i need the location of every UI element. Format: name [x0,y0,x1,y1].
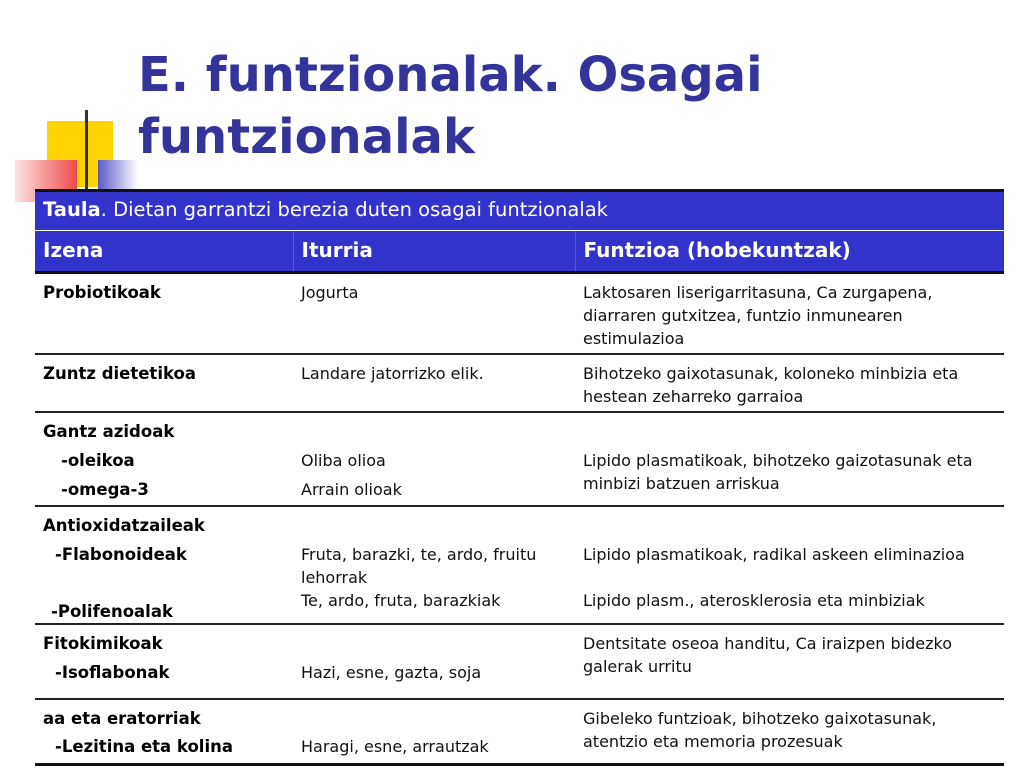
cell-name [35,506,293,624]
cell-name [35,699,293,764]
ingredient-name: aa eta eratorriak [43,709,201,728]
column-header-source: Iturria [293,230,575,272]
ingredient-name: Zuntz dietetikoa [43,364,196,383]
table-row [35,624,1004,699]
cell-function [575,272,1004,354]
ingredient-function: Laktosaren liserigarritasuna, Ca zurgapena, diarraren gutxitzea, funtzio inmunearen estimulazioa [583,282,933,348]
table-row [35,506,1004,624]
cell-function [575,699,1004,764]
table-row [35,354,1004,412]
ingredient-function: Dentsitate oseoa handitu, Ca iraizpen bidezko galerak urritu [583,634,953,676]
ingredient-source [301,420,567,449]
ingredient-name: Probiotikoak [43,282,161,302]
table-row [35,412,1004,506]
table-row [35,699,1004,764]
cell-function [575,412,1004,506]
table-header-row [35,230,1004,272]
ingredient-name: Fitokimikoak [43,634,163,653]
ingredient-source: Arrain olioak [301,480,402,499]
ingredient-subname: -Flabonoideak [55,545,187,564]
functional-ingredients-table [35,192,1004,766]
ingredient-function: Lipido plasm., aterosklerosia eta minbiziak [583,591,925,610]
cell-function [575,506,1004,624]
ingredient-function: Lipido plasmatikoak, radikal askeen eliminazioa [583,545,965,564]
ingredient-source: Landare jatorrizko elik. [301,364,484,383]
ingredient-source: Oliba olioa [301,451,386,470]
cell-source [293,272,575,354]
ingredient-source [301,707,567,735]
ingredient-source: Hazi, esne, gazta, soja [301,663,482,682]
slide-title: E. funtzionalak. Osagai funtzionalak [138,47,763,165]
cell-name [35,354,293,412]
ingredient-source [301,514,567,543]
decorative-vertical-line [85,110,88,192]
cell-name [35,272,293,354]
table-caption-row [35,192,1004,230]
ingredient-function: Gibeleko funtzioak, bihotzeko gaixotasunak, atentzio eta memoria prozesuak [583,709,937,751]
ingredient-subname: -Polifenoalak [51,602,173,621]
ingredient-name: Gantz azidoak [43,422,175,441]
cell-name [35,412,293,506]
decorative-blue-rectangle [98,160,138,190]
cell-name [35,624,293,699]
cell-source [293,624,575,699]
caption-text: . Dietan garrantzi berezia duten osagai funtzionalak [100,198,608,221]
caption-bold: Taula [43,198,101,221]
ingredient-function: Bihotzeko gaixotasunak, koloneko minbizia eta hestean zeharreko garraioa [583,364,959,406]
ingredient-source [301,632,567,661]
ingredient-subname: -Isoflabonak [55,663,170,682]
table-caption [35,192,1004,230]
ingredient-source: Haragi, esne, arrautzak [301,737,489,756]
ingredient-function: Lipido plasmatikoak, bihotzeko gaizotasunak eta minbizi batzuen arriskua [583,451,973,493]
cell-source [293,412,575,506]
cell-source [293,506,575,624]
ingredient-source: Te, ardo, fruta, barazkiak [301,591,501,610]
ingredient-subname: -oleikoa [61,451,135,470]
cell-source [293,699,575,764]
ingredient-source: Fruta, barazki, te, ardo, fruitu lehorrak [301,545,537,587]
ingredient-name: Antioxidatzaileak [43,516,205,535]
column-header-name: Izena [35,230,293,272]
ingredient-function [583,420,996,449]
ingredient-subname: -omega-3 [61,480,149,499]
cell-function [575,624,1004,699]
ingredient-source: Jogurta [301,282,359,302]
table-row [35,272,1004,354]
column-header-function: Funtzioa (hobekuntzak) [575,230,1004,272]
ingredient-function [583,514,996,543]
cell-source [293,354,575,412]
cell-function [575,354,1004,412]
ingredient-subname: -Lezitina eta kolina [55,737,233,756]
